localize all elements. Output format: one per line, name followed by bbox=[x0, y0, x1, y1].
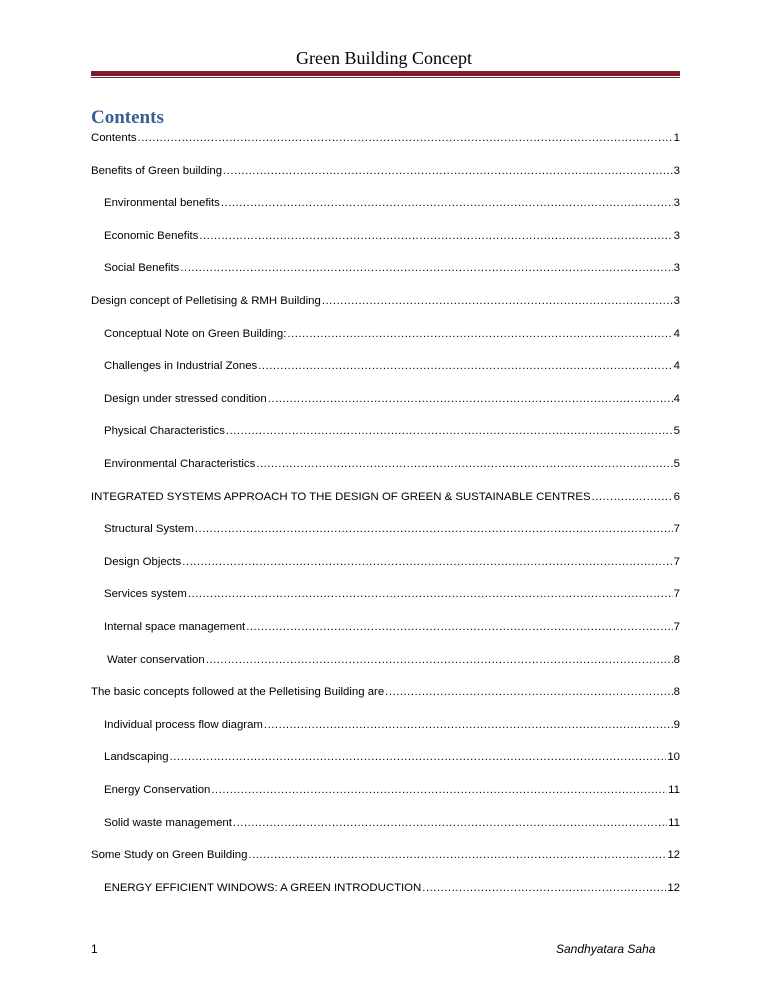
toc-entry-label: The basic concepts followed at the Pelletising Building are bbox=[91, 686, 385, 698]
toc-dot-leader bbox=[206, 652, 673, 668]
toc-dot-leader bbox=[195, 521, 673, 537]
toc-entry-page: 4 bbox=[673, 360, 680, 372]
toc-entry-label: Some Study on Green Building bbox=[91, 849, 248, 861]
toc-entry-label: Design concept of Pelletising & RMH Building bbox=[91, 295, 321, 307]
toc-entry-label: Individual process flow diagram bbox=[104, 719, 263, 731]
toc-dot-leader bbox=[182, 554, 672, 570]
toc-entry-page: 3 bbox=[673, 295, 680, 307]
toc-entry[interactable] bbox=[104, 717, 680, 733]
toc-entry-page: 7 bbox=[673, 523, 680, 535]
toc-entry-label: INTEGRATED SYSTEMS APPROACH TO THE DESIGN OF GREEN & SUSTAINABLE CENTRES bbox=[91, 491, 591, 503]
toc-entry[interactable] bbox=[91, 163, 680, 179]
toc-dot-leader bbox=[385, 684, 672, 700]
document-header-title: Green Building Concept bbox=[296, 48, 472, 68]
toc-dot-leader bbox=[256, 456, 672, 472]
toc-entry-label: Environmental Characteristics bbox=[104, 458, 256, 470]
toc-entry-page: 3 bbox=[673, 165, 680, 177]
toc-entry-label: Physical Characteristics bbox=[104, 425, 225, 437]
toc-entry-label: Structural System bbox=[104, 523, 194, 535]
toc-entry-page: 12 bbox=[667, 849, 680, 861]
toc-dot-leader bbox=[258, 358, 672, 374]
toc-entry-page: 7 bbox=[673, 556, 680, 568]
toc-dot-leader bbox=[226, 423, 673, 439]
toc-entry[interactable] bbox=[104, 880, 680, 896]
toc-dot-leader bbox=[180, 260, 672, 276]
toc-entry[interactable] bbox=[91, 847, 680, 863]
toc-dot-leader bbox=[268, 391, 673, 407]
toc-entry[interactable] bbox=[104, 521, 680, 537]
toc-entry[interactable] bbox=[104, 554, 680, 570]
toc-entry[interactable] bbox=[104, 782, 680, 798]
toc-heading: Contents bbox=[91, 107, 164, 128]
toc-entry[interactable] bbox=[91, 130, 680, 146]
toc-entry-label: Design Objects bbox=[104, 556, 182, 568]
toc-dot-leader bbox=[170, 749, 667, 765]
toc-entry-label: Solid waste management bbox=[104, 817, 232, 829]
toc-entry-label: Environmental benefits bbox=[104, 197, 220, 209]
toc-entry[interactable] bbox=[104, 815, 680, 831]
toc-entry-page: 7 bbox=[673, 588, 680, 600]
footer-author: Sandhyatara Saha bbox=[556, 942, 656, 956]
toc-entry-page: 8 bbox=[673, 654, 680, 666]
footer-page-number: 1 bbox=[91, 942, 98, 956]
toc-entry-page: 1 bbox=[673, 132, 680, 144]
toc-dot-leader bbox=[322, 293, 673, 309]
toc-entry-label: ENERGY EFFICIENT WINDOWS: A GREEN INTRODUCTION bbox=[104, 882, 422, 894]
toc-entry-page: 3 bbox=[673, 262, 680, 274]
toc-dot-leader bbox=[221, 195, 673, 211]
toc-dot-leader bbox=[223, 163, 673, 179]
toc-entry[interactable] bbox=[91, 684, 680, 700]
toc-entry-page: 4 bbox=[673, 393, 680, 405]
toc-entry-page: 4 bbox=[673, 328, 680, 340]
toc-entry-label: Internal space management bbox=[104, 621, 246, 633]
toc-entry-label: Economic Benefits bbox=[104, 230, 199, 242]
toc-entry-label: Design under stressed condition bbox=[104, 393, 267, 405]
toc-entry[interactable] bbox=[104, 456, 680, 472]
toc-entry-page: 9 bbox=[673, 719, 680, 731]
toc-entry[interactable] bbox=[104, 586, 680, 602]
toc-entry-label: Services system bbox=[104, 588, 187, 600]
toc-entry[interactable] bbox=[104, 391, 680, 407]
toc-entry[interactable] bbox=[91, 489, 680, 505]
toc-dot-leader bbox=[233, 815, 667, 831]
toc-entry-page: 3 bbox=[673, 230, 680, 242]
toc-entry-label: Benefits of Green building bbox=[91, 165, 223, 177]
toc-entry-label: Contents bbox=[91, 132, 137, 144]
toc-entry[interactable] bbox=[104, 260, 680, 276]
toc-entry[interactable] bbox=[104, 358, 680, 374]
toc-entry-label: Social Benefits bbox=[104, 262, 180, 274]
toc-dot-leader bbox=[592, 489, 673, 505]
toc-entry-label: Energy Conservation bbox=[104, 784, 211, 796]
toc-dot-leader bbox=[188, 586, 673, 602]
toc-entry-label: Landscaping bbox=[104, 751, 169, 763]
toc-dot-leader bbox=[199, 228, 672, 244]
toc-entry-label: Challenges in Industrial Zones bbox=[104, 360, 258, 372]
toc-entry-page: 5 bbox=[673, 425, 680, 437]
toc-entry[interactable] bbox=[104, 195, 680, 211]
toc-entry-page: 7 bbox=[673, 621, 680, 633]
toc-entry-page: 6 bbox=[673, 491, 680, 503]
toc-entry-page: 5 bbox=[673, 458, 680, 470]
toc-entry-label: Conceptual Note on Green Building: bbox=[104, 328, 287, 340]
toc-dot-leader bbox=[422, 880, 666, 896]
toc-entry[interactable] bbox=[91, 293, 680, 309]
toc-entry[interactable] bbox=[104, 326, 680, 342]
toc-dot-leader bbox=[138, 130, 673, 146]
toc-dot-leader bbox=[248, 847, 666, 863]
toc-entry-page: 3 bbox=[673, 197, 680, 209]
toc-entry-page: 12 bbox=[667, 882, 680, 894]
toc-entry[interactable] bbox=[104, 652, 680, 668]
toc-entry-label: Water conservation bbox=[107, 654, 205, 666]
toc-entry-page: 11 bbox=[668, 784, 680, 796]
toc-entry[interactable] bbox=[104, 423, 680, 439]
toc-dot-leader bbox=[264, 717, 673, 733]
toc-dot-leader bbox=[211, 782, 667, 798]
toc-entry[interactable] bbox=[104, 619, 680, 635]
toc-entry[interactable] bbox=[104, 749, 680, 765]
toc-entry-page: 8 bbox=[673, 686, 680, 698]
toc-dot-leader bbox=[287, 326, 672, 342]
toc-entry[interactable] bbox=[104, 228, 680, 244]
toc-entry-page: 11 bbox=[668, 817, 680, 829]
toc-dot-leader bbox=[246, 619, 672, 635]
toc-entry-page: 10 bbox=[667, 751, 680, 763]
